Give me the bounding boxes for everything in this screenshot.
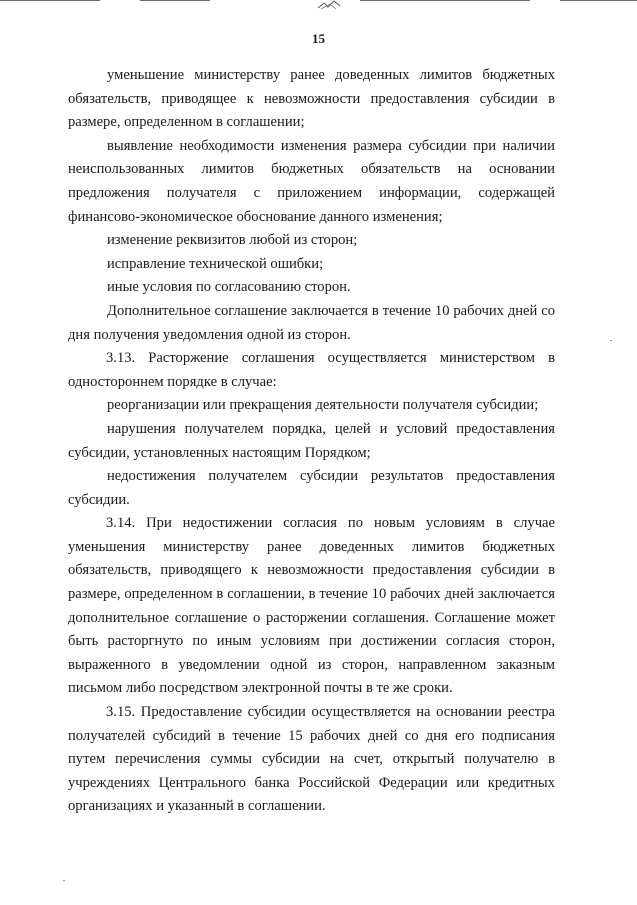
- paragraph: нарушения получателем порядка, целей и условий предоставления субсидии, установленных настоящим Порядком;: [68, 420, 555, 461]
- scan-stamp-fragment: [316, 0, 342, 10]
- document-body: [68, 64, 555, 819]
- scan-edge-line: [360, 0, 530, 1]
- paragraph: реорганизации или прекращения деятельности получателя субсидии;: [107, 397, 539, 414]
- paragraph: 3.13. Расторжение соглашения осуществляется министерством в одностороннем порядке в случае:: [68, 350, 555, 390]
- paragraph: иные условия по согласованию сторон.: [107, 279, 351, 296]
- paragraph: Дополнительное соглашение заключается в течение 10 рабочих дней со дня получения уведомления одной из сторон.: [68, 302, 555, 343]
- scan-edge-line: [0, 0, 100, 1]
- scan-edge-line: [140, 0, 210, 1]
- page-number: 15: [312, 31, 325, 46]
- paragraph: 3.15. Предоставление субсидии осуществляется на основании реестра получателей субсидий в течение 15 рабочих дней со дня его подписания путем перечисления суммы субсидии на счет, открытый получателю в учреждениях Центрального банка Российской Федерации или кредитных организациях и указанный в соглашении.: [68, 704, 555, 815]
- paragraph: 3.14. При недостижении согласия по новым условиям в случае уменьшения министерству ранее доведенных лимитов бюджетных обязательств, приводящего к невозможности предоставления субсидии в размере, определенном в соглашении, в течение 10 рабочих дней заключается дополнительное соглашение о расторжении соглашения. Соглашение может быть расторгнуто по иным условиям при достижении согласия сторон, выраженного в уведомлении одной из сторон, направленном заказным письмом либо посредством электронной почты в те же сроки.: [68, 515, 555, 697]
- scan-speck: [610, 340, 612, 341]
- paragraph: изменение реквизитов любой из сторон;: [107, 232, 358, 249]
- paragraph: выявление необходимости изменения размера субсидии при наличии неиспользованных лимитов бюджетных обязательств на основании предложения получателя с приложением информации, содержащей финансово-экономическое обоснование данного изменения;: [68, 137, 555, 225]
- scan-speck: [63, 880, 65, 881]
- paragraph: уменьшение министерству ранее доведенных лимитов бюджетных обязательств, приводящее к невозможности предоставления субсидии в размере, определенном в соглашении;: [68, 67, 555, 131]
- paragraph: недостижения получателем субсидии результатов предоставления субсидии.: [68, 468, 555, 508]
- paragraph: исправление технической ошибки;: [107, 255, 324, 272]
- scan-edge-line: [560, 0, 637, 1]
